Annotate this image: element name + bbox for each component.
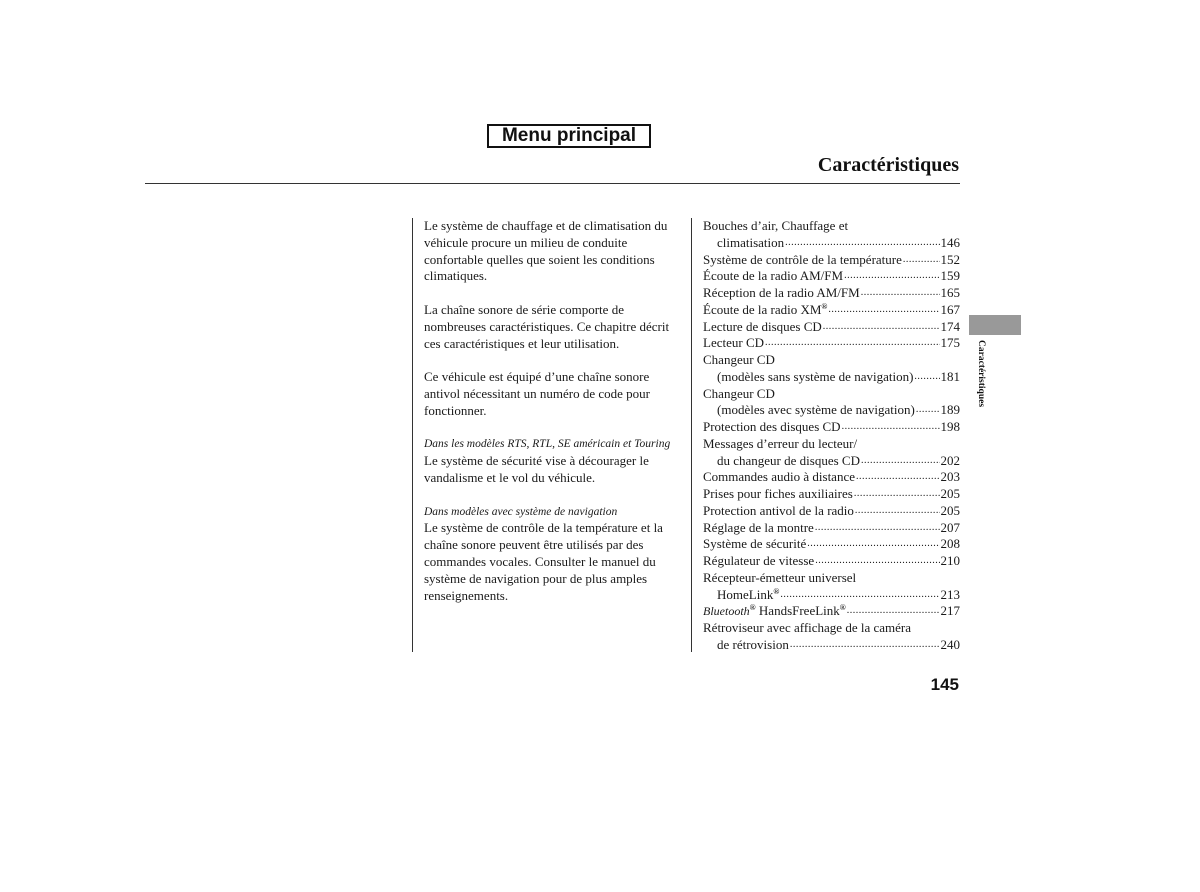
toc-page-number: 165	[940, 285, 960, 300]
toc-entry-homelink[interactable]	[703, 587, 960, 604]
toc-entry-temperature[interactable]	[703, 252, 960, 269]
intro-paragraph-security: Le système de sécurité vise à décourager le vandalisme et le vol du véhicule.	[424, 453, 649, 485]
bluetooth-label: Bluetooth	[703, 604, 750, 619]
toc-entry-lecteur-cd[interactable]	[703, 335, 960, 352]
toc-entry-label: Réception de la radio AM/FM	[703, 285, 860, 300]
toc-page-number: 217	[940, 603, 960, 619]
toc-page-number: 205	[940, 502, 960, 518]
toc-page-number: 240	[940, 636, 960, 652]
toc-entry-label: climatisation	[717, 234, 785, 250]
toc-entry-changeur-sans-nav[interactable]	[703, 369, 960, 386]
toc-page-number: 174	[940, 318, 960, 334]
toc-entry-label	[703, 302, 827, 319]
intro-paragraph-antitheft: Ce véhicule est équipé d’une chaîne sonore antivol nécessitant un numéro de code pour fonctionner.	[424, 369, 650, 418]
toc-entry-bouches[interactable]	[703, 235, 960, 252]
toc-entry-homelink-line1[interactable]: Récepteur-émetteur universel	[703, 569, 857, 585]
intro-block-navigation	[424, 504, 682, 605]
toc-entry-label: Système de contrôle de la température	[703, 251, 902, 267]
toc-entry-label: Réglage de la montre	[703, 519, 814, 535]
toc-entry-messages[interactable]	[703, 453, 960, 470]
page-number: 145	[930, 675, 959, 694]
toc-entry-prises-auxiliaires[interactable]	[703, 486, 960, 503]
toc-entry-label: Régulateur de vitesse	[703, 553, 815, 568]
chapter-tab-marker[interactable]	[969, 315, 1021, 335]
toc-entry-bluetooth[interactable]	[703, 603, 960, 620]
table-of-contents	[703, 218, 960, 654]
toc-page-number: 213	[940, 586, 960, 602]
registered-mark: ®	[821, 301, 828, 311]
toc-entry-changeur-avec-nav-line1[interactable]: Changeur CD	[703, 385, 775, 401]
toc-entry-retroviseur[interactable]	[703, 637, 960, 654]
registered-mark: ®	[749, 603, 756, 613]
toc-entry-reglage-montre[interactable]	[703, 520, 960, 537]
toc-page-number: 181	[940, 368, 960, 384]
toc-page-number: 208	[940, 536, 960, 552]
toc-entry-label-text: Écoute de la radio XM	[703, 301, 822, 317]
toc-entry-systeme-securite[interactable]	[703, 536, 960, 553]
toc-entry-messages-line1[interactable]: Messages d’erreur du lecteur/	[703, 435, 858, 451]
intro-column	[424, 218, 682, 621]
toc-entry-label: Protection des disques CD	[703, 419, 841, 434]
toc-entry-label: Commandes audio à distance	[703, 469, 855, 485]
toc-page-number: 207	[940, 519, 960, 535]
toc-page-number: 152	[940, 251, 960, 267]
toc-entry-reception-amfm[interactable]	[703, 285, 960, 302]
chapter-tab-label: Caractéristiques	[976, 340, 986, 408]
left-column-rule	[412, 218, 413, 652]
toc-page-number: 202	[940, 452, 960, 468]
toc-entry-label: du changeur de disques CD	[717, 452, 860, 468]
toc-entry-label: Protection antivol de la radio	[703, 502, 854, 518]
intro-paragraph-audio: La chaîne sonore de série comporte de nombreuses caractéristiques. Ce chapitre décrit ces caractéristiques et leur utilisation.	[424, 301, 670, 351]
intro-paragraph-voice: Le système de contrôle de la température et la chaîne sonore peuvent être utilisés par des commandes vocales. Consulter le manuel du système de navigation pour de plus amples renseignements.	[424, 520, 663, 603]
toc-entry-changeur-avec-nav[interactable]	[703, 402, 960, 419]
toc-page-number: 146	[940, 234, 960, 250]
caption-navigation-models: Dans modèles avec système de navigation	[424, 505, 618, 518]
toc-entry-protection-disques[interactable]	[703, 419, 960, 436]
toc-entry-changeur-sans-nav-line1[interactable]: Changeur CD	[703, 352, 775, 367]
intro-paragraph-climate: Le système de chauffage et de climatisation du véhicule procure un milieu de conduite confortable quelles que soient les conditions climatiques.	[424, 218, 668, 284]
toc-page-number: 205	[940, 486, 960, 501]
toc-entry-commandes-audio[interactable]	[703, 469, 960, 486]
toc-entry-label: Écoute de la radio AM/FM	[703, 268, 844, 284]
intro-block-security	[424, 436, 682, 486]
middle-column-rule	[691, 218, 692, 652]
toc-entry-label-text: HomeLink	[717, 586, 774, 602]
toc-entry-ecoute-xm[interactable]	[703, 302, 960, 319]
toc-entry-regulateur-vitesse[interactable]	[703, 553, 960, 570]
toc-entry-retroviseur-line1[interactable]: Rétroviseur avec affichage de la caméra	[703, 620, 911, 635]
toc-entry-ecoute-amfm[interactable]	[703, 268, 960, 285]
toc-entry-label: de rétrovision	[717, 636, 789, 652]
toc-entry-label: Prises pour fiches auxiliaires	[703, 486, 853, 501]
registered-mark: ®	[839, 603, 846, 613]
toc-page-number: 189	[940, 402, 960, 418]
toc-entry-label: (modèles sans système de navigation)	[717, 368, 914, 384]
caption-us-models: Dans les modèles RTS, RTL, SE américain et Touring	[424, 438, 671, 451]
toc-entry-label	[717, 587, 779, 604]
main-menu-button[interactable]: Menu principal	[487, 124, 651, 148]
toc-page-number: 210	[940, 553, 960, 568]
toc-entry-label: Lecteur CD	[703, 335, 765, 351]
toc-entry-antivol-radio[interactable]	[703, 503, 960, 520]
toc-page-number: 159	[940, 268, 960, 284]
toc-page-number: 175	[940, 335, 960, 351]
toc-entry-label: (modèles avec système de navigation)	[717, 402, 915, 418]
toc-entry-lecture-cd[interactable]	[703, 319, 960, 336]
toc-entry-label: Système de sécurité	[703, 536, 807, 552]
toc-page-number: 167	[940, 301, 960, 317]
header-divider	[145, 183, 960, 184]
section-title: Caractéristiques	[817, 154, 959, 176]
registered-mark: ®	[773, 586, 780, 596]
toc-page-number: 198	[940, 419, 960, 434]
handsfreelink-label: HandsFreeLink	[758, 603, 840, 619]
toc-page-number: 203	[940, 469, 960, 485]
toc-entry-label: Lecture de disques CD	[703, 318, 822, 334]
toc-entry-label	[703, 603, 846, 620]
toc-entry-bouches-line1[interactable]: Bouches d’air, Chauffage et	[703, 218, 849, 233]
